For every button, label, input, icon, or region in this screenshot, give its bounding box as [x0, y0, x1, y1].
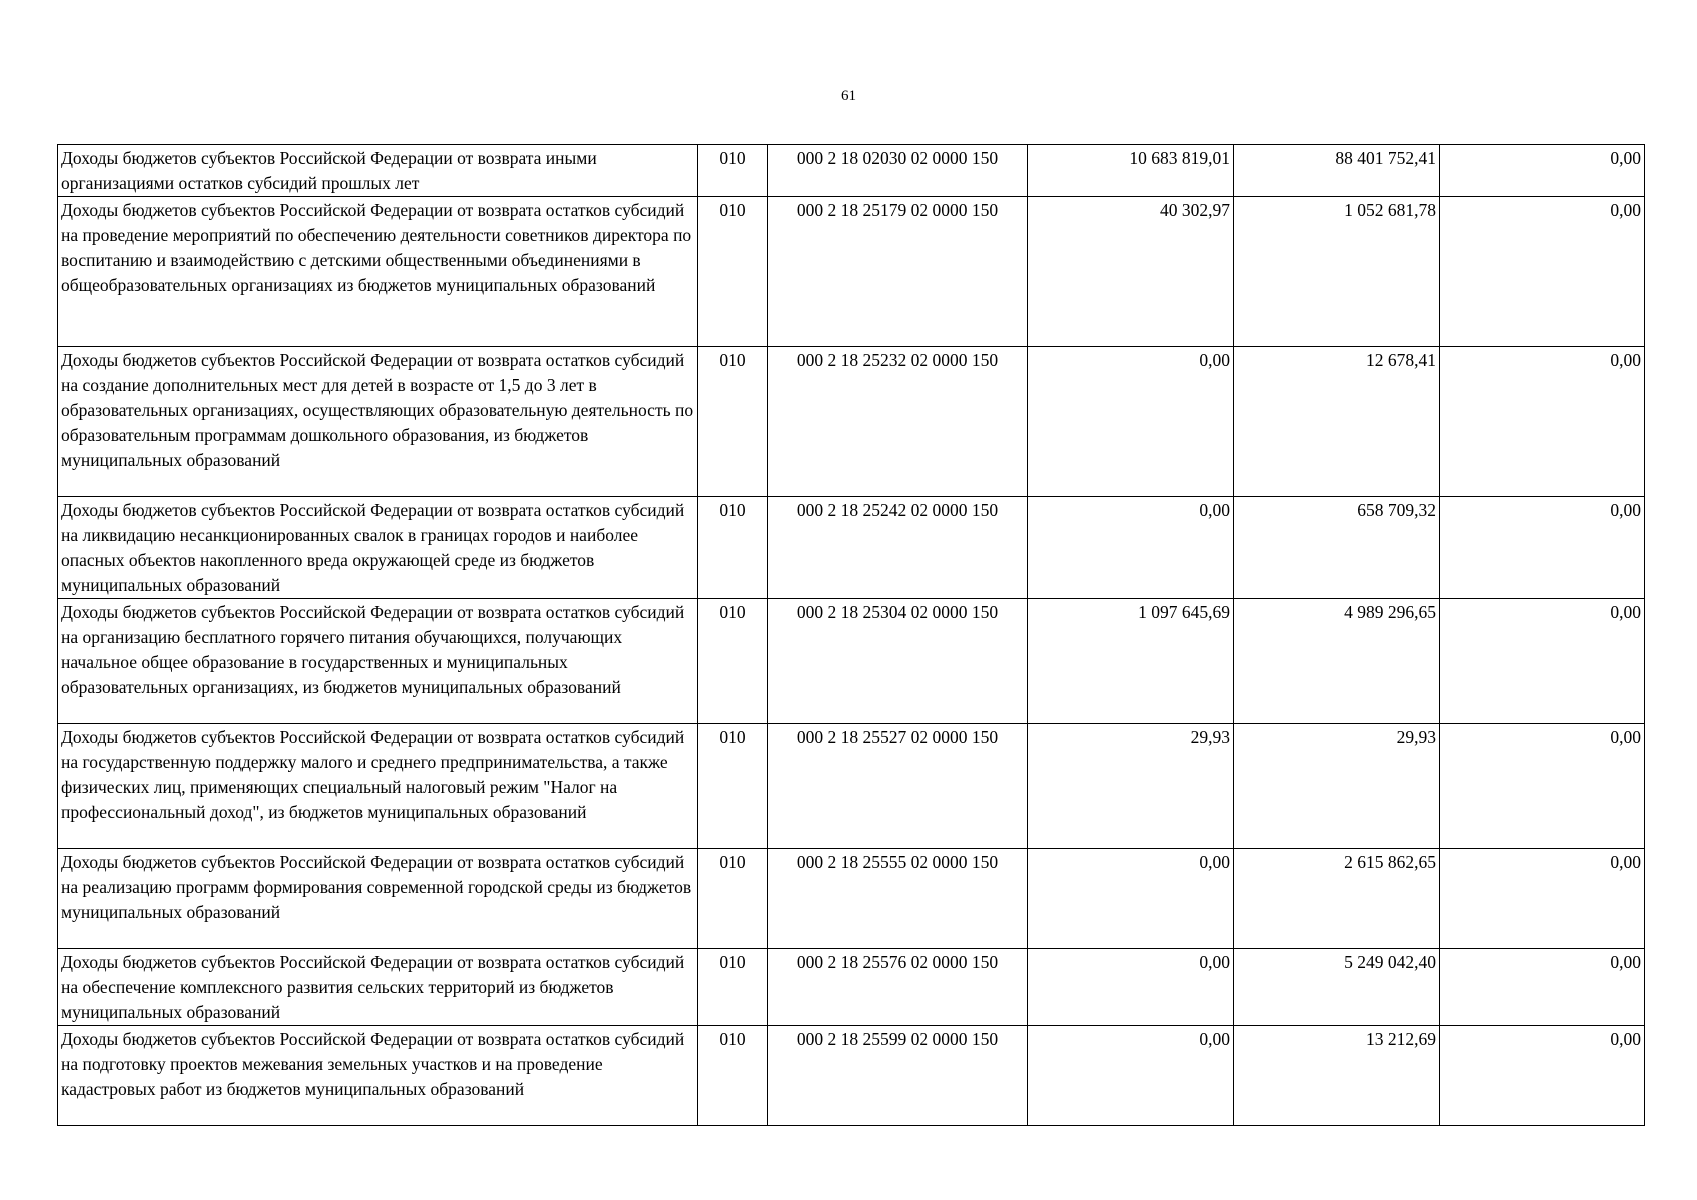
row-budget-code: 000 2 18 25304 02 0000 150	[768, 599, 1028, 724]
row-admin-code: 010	[698, 497, 768, 599]
table-row	[58, 197, 1645, 347]
row-budget-code: 000 2 18 25179 02 0000 150	[768, 197, 1028, 347]
row-value-3: 0,00	[1440, 347, 1645, 497]
row-admin-code: 010	[698, 599, 768, 724]
row-value-3: 0,00	[1440, 145, 1645, 197]
row-value-3: 0,00	[1440, 724, 1645, 849]
row-admin-code: 010	[698, 1026, 768, 1126]
row-name: Доходы бюджетов субъектов Российской Федерации от возврата иными организациями остатков субсидий прошлых лет	[58, 145, 698, 197]
page-number: 61	[841, 88, 856, 104]
table-row	[58, 949, 1645, 1026]
row-budget-code: 000 2 18 02030 02 0000 150	[768, 145, 1028, 197]
row-admin-code: 010	[698, 724, 768, 849]
row-value-1: 0,00	[1028, 849, 1234, 949]
table-row	[58, 347, 1645, 497]
row-value-2: 4 989 296,65	[1234, 599, 1440, 724]
row-value-2: 5 249 042,40	[1234, 949, 1440, 1026]
row-budget-code: 000 2 18 25555 02 0000 150	[768, 849, 1028, 949]
table-row	[58, 724, 1645, 849]
row-name: Доходы бюджетов субъектов Российской Федерации от возврата остатков субсидий на ликвидацию несанкционированных свалок в границах городов и наиболее опасных объектов накопленного вреда окружающей среде из бюджетов муниципальных образований	[58, 497, 698, 599]
row-budget-code: 000 2 18 25242 02 0000 150	[768, 497, 1028, 599]
table-row	[58, 497, 1645, 599]
row-value-1: 29,93	[1028, 724, 1234, 849]
table-row	[58, 1026, 1645, 1126]
row-value-2: 2 615 862,65	[1234, 849, 1440, 949]
row-value-3: 0,00	[1440, 197, 1645, 347]
row-value-1: 10 683 819,01	[1028, 145, 1234, 197]
row-budget-code: 000 2 18 25599 02 0000 150	[768, 1026, 1028, 1126]
row-name: Доходы бюджетов субъектов Российской Федерации от возврата остатков субсидий на обеспечение комплексного развития сельских территорий из бюджетов муниципальных образований	[58, 949, 698, 1026]
row-name: Доходы бюджетов субъектов Российской Федерации от возврата остатков субсидий на реализацию программ формирования современной городской среды из бюджетов муниципальных образований	[58, 849, 698, 949]
row-admin-code: 010	[698, 849, 768, 949]
row-value-1: 0,00	[1028, 497, 1234, 599]
row-value-2: 13 212,69	[1234, 1026, 1440, 1126]
row-value-1: 0,00	[1028, 347, 1234, 497]
table-row	[58, 849, 1645, 949]
row-value-2: 12 678,41	[1234, 347, 1440, 497]
row-budget-code: 000 2 18 25576 02 0000 150	[768, 949, 1028, 1026]
row-name: Доходы бюджетов субъектов Российской Федерации от возврата остатков субсидий на государственную поддержку малого и среднего предпринимательства, а также физических лиц, применяющих специальный налоговый режим "Налог на профессиональный доход", из бюджетов муниципальных образований	[58, 724, 698, 849]
table-row	[58, 145, 1645, 197]
row-value-1: 1 097 645,69	[1028, 599, 1234, 724]
row-value-2: 88 401 752,41	[1234, 145, 1440, 197]
row-name: Доходы бюджетов субъектов Российской Федерации от возврата остатков субсидий на создание дополнительных мест для детей в возрасте от 1,5 до 3 лет в образовательных организациях, осуществляющих образовательную деятельность по образовательным программам дошкольного образования, из бюджетов муниципальных образований	[58, 347, 698, 497]
row-value-1: 40 302,97	[1028, 197, 1234, 347]
row-value-1: 0,00	[1028, 1026, 1234, 1126]
row-admin-code: 010	[698, 197, 768, 347]
row-admin-code: 010	[698, 145, 768, 197]
row-value-2: 1 052 681,78	[1234, 197, 1440, 347]
row-budget-code: 000 2 18 25527 02 0000 150	[768, 724, 1028, 849]
row-value-3: 0,00	[1440, 497, 1645, 599]
row-value-1: 0,00	[1028, 949, 1234, 1026]
row-budget-code: 000 2 18 25232 02 0000 150	[768, 347, 1028, 497]
row-value-2: 29,93	[1234, 724, 1440, 849]
row-value-3: 0,00	[1440, 849, 1645, 949]
row-name: Доходы бюджетов субъектов Российской Федерации от возврата остатков субсидий на проведение мероприятий по обеспечению деятельности советников директора по воспитанию и взаимодействию с детскими общественными объединениями в общеобразовательных организациях из бюджетов муниципальных образований	[58, 197, 698, 347]
row-name: Доходы бюджетов субъектов Российской Федерации от возврата остатков субсидий на организацию бесплатного горячего питания обучающихся, получающих начальное общее образование в государственных и муниципальных образовательных организациях, из бюджетов муниципальных образований	[58, 599, 698, 724]
table-row	[58, 599, 1645, 724]
row-name: Доходы бюджетов субъектов Российской Федерации от возврата остатков субсидий на подготовку проектов межевания земельных участков и на проведение кадастровых работ из бюджетов муниципальных образований	[58, 1026, 698, 1126]
row-value-2: 658 709,32	[1234, 497, 1440, 599]
row-admin-code: 010	[698, 347, 768, 497]
row-value-3: 0,00	[1440, 949, 1645, 1026]
row-value-3: 0,00	[1440, 1026, 1645, 1126]
row-value-3: 0,00	[1440, 599, 1645, 724]
row-admin-code: 010	[698, 949, 768, 1026]
revenue-table	[57, 144, 1645, 1126]
